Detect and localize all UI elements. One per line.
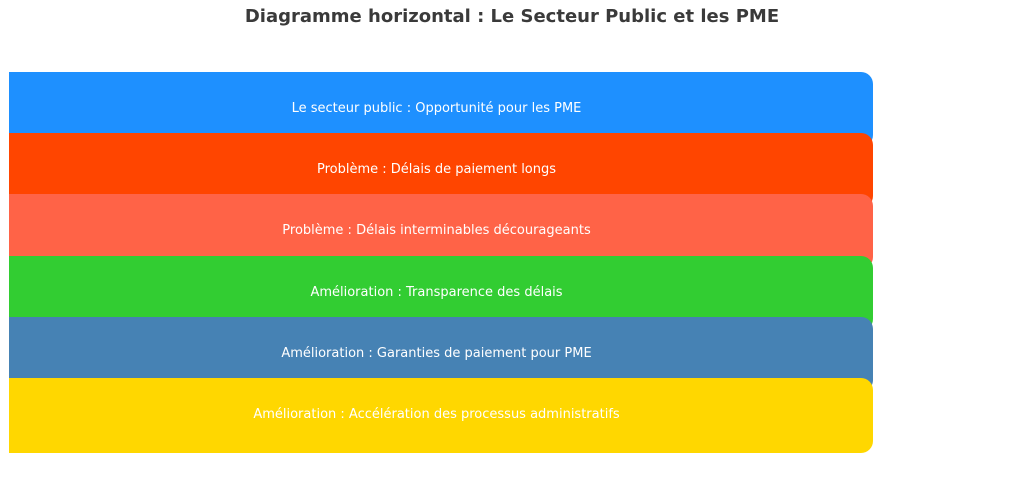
bar-label: Amélioration : Garanties de paiement pour PME	[281, 346, 592, 361]
bar-label: Amélioration : Transparence des délais	[310, 285, 563, 300]
bar-label: Problème : Délais de paiement longs	[316, 162, 557, 177]
bar-label: Amélioration : Accélération des processus administratifs	[253, 407, 620, 422]
bar-label: Le secteur public : Opportunité pour les PME	[291, 101, 582, 116]
bar-improvement-faster-admin	[9, 378, 873, 453]
bar-label: Problème : Délais interminables décourageants	[282, 223, 591, 238]
horizontal-bar-stack	[9, 72, 873, 453]
diagram-title: Diagramme horizontal : Le Secteur Public et les PME	[244, 6, 780, 27]
